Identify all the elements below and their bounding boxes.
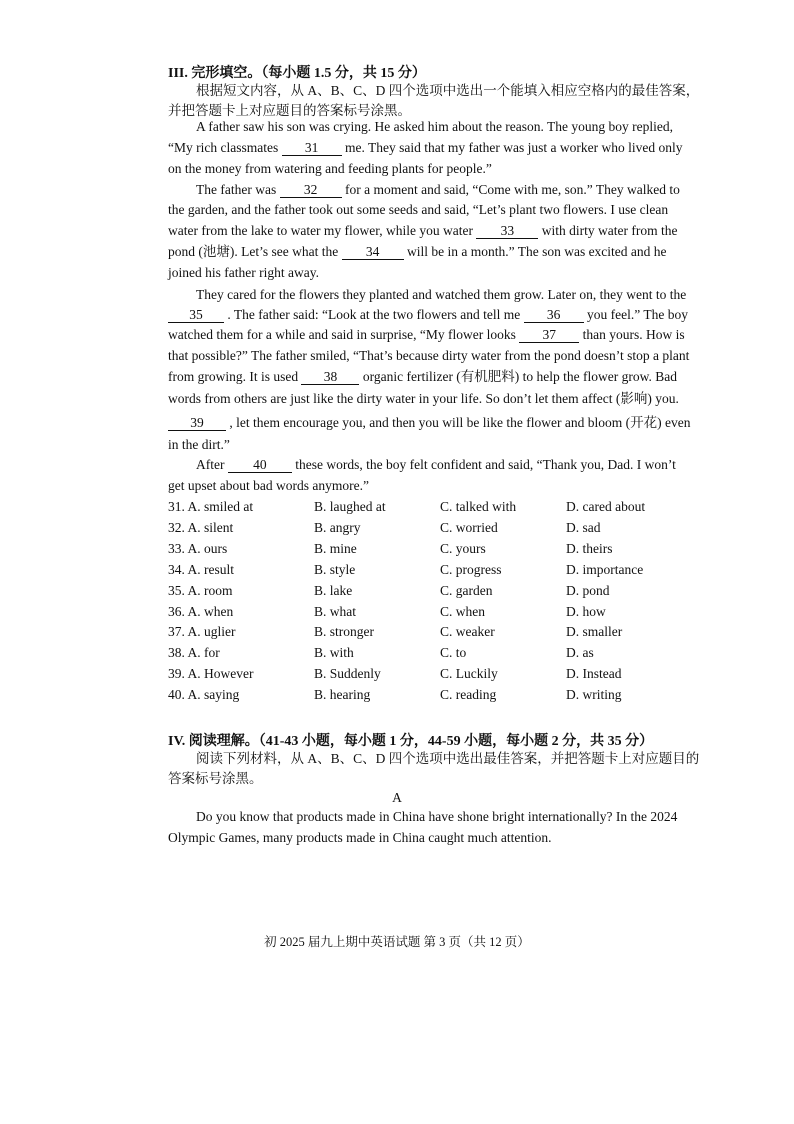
passage-line — [168, 139, 683, 157]
option-d: D. cared about — [566, 499, 646, 514]
passage-line: words from others are just like the dirty water in your life. So don’t let them affect (影响) you. — [168, 391, 679, 406]
option-d: D. writing — [566, 687, 622, 702]
passage-text: for a moment and said, “Come with me, son.” They walked to — [344, 182, 680, 197]
option-a: 34. A. result — [168, 562, 234, 577]
option-c: C. weaker — [440, 624, 495, 639]
option-b: B. lake — [314, 583, 353, 598]
passage-line: get upset about bad words anymore.” — [168, 478, 369, 493]
passage-text: After — [196, 457, 225, 472]
option-a: 40. A. saying — [168, 687, 240, 702]
option-c: C. worried — [440, 520, 498, 535]
option-c: C. reading — [440, 687, 497, 702]
option-a: 36. A. when — [168, 604, 234, 619]
passage-text: will be in a month.” The son was excited and he — [406, 244, 667, 259]
section-4-instruction: 阅读下列材料，从 A、B、C、D 四个选项中选出最佳答案，并把答题卡上对应题目的 — [196, 751, 700, 766]
option-a: 31. A. smiled at — [168, 499, 254, 514]
blank-33: 33 — [476, 223, 538, 239]
passage-text: from growing. It is used — [168, 369, 299, 384]
option-c: C. Luckily — [440, 666, 498, 681]
option-c: C. talked with — [440, 499, 517, 514]
question-33-options — [168, 541, 738, 559]
section-3-title: III. 完形填空。（每小题 1.5 分，共 15 分） — [168, 66, 426, 81]
passage-text: me. They said that my father was just a worker who lived only — [344, 140, 683, 155]
passage-line: on the money from watering and feeding plants for people.” — [168, 161, 492, 176]
option-a: 38. A. for — [168, 645, 220, 660]
passage-line — [168, 222, 677, 240]
passage-label: A — [392, 790, 402, 805]
option-b: B. hearing — [314, 687, 371, 702]
question-34-options — [168, 562, 738, 580]
passage-line — [168, 306, 688, 324]
option-c: C. when — [440, 604, 485, 619]
option-b: B. what — [314, 604, 356, 619]
blank-32: 32 — [280, 182, 342, 198]
blank-34: 34 — [342, 244, 404, 260]
passage-text: you feel.” The boy — [587, 307, 689, 322]
section-4-title: IV. 阅读理解。（41-43 小题，每小题 1 分，44-59 小题，每小题 2 分，共 35 分） — [168, 734, 654, 749]
option-c: C. progress — [440, 562, 502, 577]
option-c: C. garden — [440, 583, 493, 598]
question-36-options — [168, 604, 738, 622]
passage-line — [196, 181, 680, 199]
option-a: 37. A. uglier — [168, 624, 236, 639]
passage-text: watched them for a while and said in surprise, “My flower looks — [168, 327, 516, 342]
passage-line — [196, 456, 676, 474]
section-4-instruction-cont: 答案标号涂黑。 — [168, 771, 263, 786]
blank-38: 38 — [301, 369, 359, 385]
passage-text: water from the lake to water my flower, while you water — [168, 223, 473, 238]
question-31-options — [168, 499, 738, 517]
passage-text: organic fertilizer (有机肥料) to help the flower grow. Bad — [362, 369, 678, 384]
question-35-options — [168, 583, 738, 601]
question-37-options — [168, 624, 738, 642]
option-a: 39. A. However — [168, 666, 254, 681]
passage-text: The father was — [196, 182, 277, 197]
option-b: B. mine — [314, 541, 357, 556]
blank-37: 37 — [519, 327, 579, 343]
passage-line: in the dirt.” — [168, 437, 230, 452]
option-c: C. to — [440, 645, 467, 660]
question-38-options — [168, 645, 738, 663]
passage-line — [168, 243, 667, 261]
passage-line — [168, 414, 691, 432]
question-39-options — [168, 666, 738, 684]
option-d: D. theirs — [566, 541, 613, 556]
option-d: D. smaller — [566, 624, 623, 639]
section-3-instruction: 根据短文内容，从 A、B、C、D 四个选项中选出一个能填入相应空格内的最佳答案， — [196, 83, 700, 98]
option-a: 33. A. ours — [168, 541, 228, 556]
blank-39: 39 — [168, 415, 226, 431]
passage-line — [168, 368, 677, 386]
blank-35: 35 — [168, 307, 224, 323]
passage-text: with dirty water from the — [541, 223, 678, 238]
section-3-instruction-cont: 并把答题卡上对应题目的答案标号涂黑。 — [168, 103, 411, 118]
question-32-options — [168, 520, 738, 538]
option-b: B. stronger — [314, 624, 374, 639]
passage-line: They cared for the flowers they planted and watched them grow. Later on, they went to the — [196, 287, 687, 302]
option-a: 32. A. silent — [168, 520, 234, 535]
passage-line: A father saw his son was crying. He asked him about the reason. The young boy replied, — [196, 119, 674, 134]
option-d: D. Instead — [566, 666, 622, 681]
question-40-options — [168, 687, 738, 705]
passage-text: than yours. How is — [582, 327, 685, 342]
passage-line: Olympic Games, many products made in China caught much attention. — [168, 830, 552, 845]
option-d: D. importance — [566, 562, 644, 577]
option-d: D. how — [566, 604, 606, 619]
passage-text: these words, the boy felt confident and said, “Thank you, Dad. I won’t — [295, 457, 676, 472]
passage-line — [168, 326, 685, 344]
option-d: D. pond — [566, 583, 610, 598]
passage-text: “My rich classmates — [168, 140, 279, 155]
page-footer: 初 2025 届九上期中英语试题 第 3 页（共 12 页） — [264, 935, 530, 949]
blank-31: 31 — [282, 140, 342, 156]
option-d: D. as — [566, 645, 594, 660]
passage-line: the garden, and the father took out some seeds and said, “Let’s plant two flowers. I use clean — [168, 202, 669, 217]
blank-36: 36 — [524, 307, 584, 323]
passage-text: . The father said: “Look at the two flowers and tell me — [227, 307, 521, 322]
passage-text: pond (池塘). Let’s see what the — [168, 244, 339, 259]
option-b: B. Suddenly — [314, 666, 381, 681]
option-d: D. sad — [566, 520, 601, 535]
passage-line: joined his father right away. — [168, 265, 319, 280]
option-b: B. with — [314, 645, 354, 660]
passage-line: Do you know that products made in China have shone bright internationally? In the 2024 — [196, 809, 678, 824]
option-a: 35. A. room — [168, 583, 233, 598]
option-b: B. style — [314, 562, 356, 577]
passage-text: , let them encourage you, and then you will be like the flower and bloom (开花) even — [229, 415, 691, 430]
option-c: C. yours — [440, 541, 486, 556]
passage-line: that possible?” The father smiled, “That’s because dirty water from the pond doesn’t stop a plant — [168, 348, 690, 363]
blank-40: 40 — [228, 457, 292, 473]
option-b: B. angry — [314, 520, 361, 535]
option-b: B. laughed at — [314, 499, 386, 514]
